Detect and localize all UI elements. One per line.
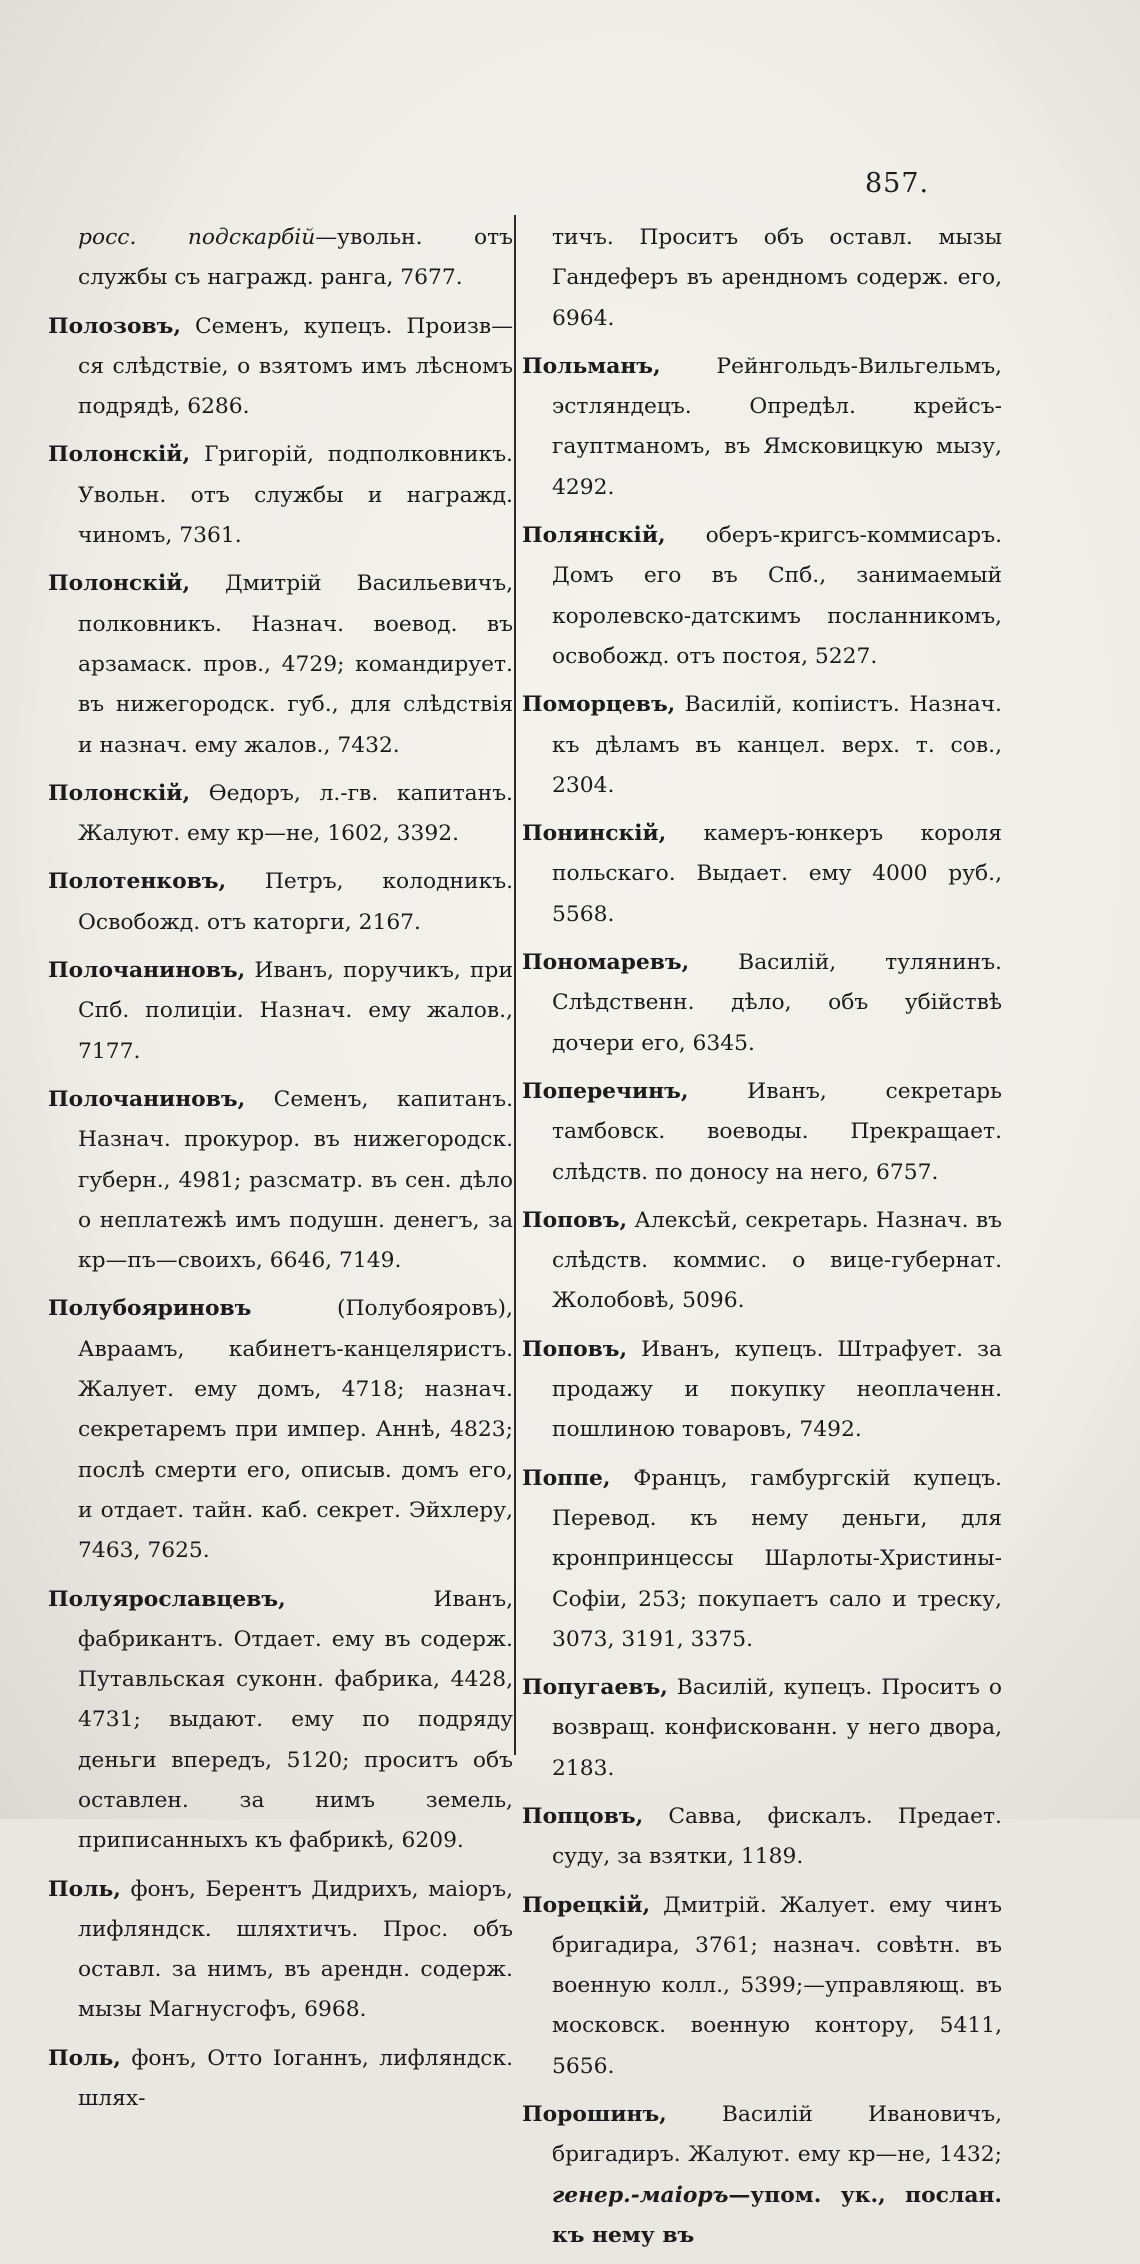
entry-text: Семенъ, купецъ. Произв—ся слѣдствіе, о взятомъ имъ лѣсномъ подрядѣ, 6286.	[78, 313, 513, 420]
index-entry	[48, 2039, 513, 2120]
entry-text: тичъ. Проситъ объ оставл. мызы Гандеферъ въ арендномъ содерж. его, 6964.	[552, 225, 1002, 331]
entry-headword: Поморцевъ,	[522, 692, 676, 718]
index-entry	[48, 1080, 513, 1281]
entry-text: камеръ-юнкеръ короля польскаго. Выдает. ему 4000 руб., 5568.	[552, 821, 1002, 927]
index-entry	[48, 1870, 513, 2031]
index-entry	[48, 951, 513, 1072]
column-divider	[514, 215, 516, 1755]
entry-text: Василій Ивановичъ, бригадиръ. Жалуют. ему кр—не, 1432;	[552, 2102, 1002, 2168]
index-entry	[522, 1886, 1002, 2087]
entry-headword: Полуярославцевъ,	[48, 1586, 286, 1612]
entry-headword: Полонскій,	[48, 571, 191, 597]
entry-text-tail: —увольн. отъ службы съ награжд. ранга, 7677.	[78, 225, 513, 291]
index-entry	[522, 1797, 1002, 1878]
entry-headword: Полянскій,	[522, 523, 666, 549]
entry-text: Савва, фискалъ. Предает. суду, за взятки, 1189.	[552, 1803, 1002, 1870]
index-entry	[48, 1289, 513, 1571]
index-entry	[48, 435, 513, 556]
entry-text: Иванъ, фабрикантъ. Отдает. ему въ содерж. Путавльская суконн. фабрика, 4428, 4731; выдают. ему по подряду деньги впередъ, 5120; проситъ объ оставлен. за нимъ земель, приписанныхъ къ фабрикѣ, 6209.	[78, 1586, 513, 1854]
entry-headword: Попугаевъ,	[522, 1675, 668, 1701]
right-column	[522, 218, 1002, 2264]
entry-headword: Порецкій,	[522, 1892, 651, 1918]
entry-headword: Поль,	[48, 2045, 121, 2071]
index-entry	[522, 943, 1002, 1064]
entry-text: Дмитрій Васильевичъ, полковникъ. Назнач. воевод. въ арзамаск. пров., 4729; командирует. въ нижегородск. губ., для слѣдствія и назнач. ему жалов., 7432.	[78, 571, 513, 758]
index-entry	[522, 1201, 1002, 1322]
index-entry	[522, 2095, 1002, 2256]
entry-text: Өедоръ, л.-гв. капитанъ. Жалуют. ему кр—не, 1602, 3392.	[78, 780, 513, 847]
entry-text: Рейнгольдъ-Вильгельмъ, эстляндецъ. Опредѣл. крейсъ-гауптманомъ, въ Ямсковицкую мызу, 4292.	[552, 353, 1002, 500]
entry-headword: Поперечинъ,	[522, 1078, 689, 1104]
entry-text: Иванъ, поручикъ, при Спб. полиціи. Назнач. ему жалов., 7177.	[78, 958, 513, 1064]
entry-text: (Полубояровъ), Авраамъ, кабинетъ-канцеляристъ. Жалует. ему домъ, 4718; назнач. секретаремъ при импер. Аннѣ, 4823; послѣ смерти его, описыв. домъ его, и отдает. тайн. каб. секрет. Эйхлеру, 7463, 7625.	[78, 1296, 513, 1564]
entry-text: Францъ, гамбургскій купецъ. Перевод. къ нему деньги, для кронпринцессы Шарлоты-Христины-Софіи, 253; покупаетъ сало и треску, 3073, 3191, 3375.	[552, 1465, 1002, 1652]
index-entry	[48, 774, 513, 855]
index-entry	[522, 1668, 1002, 1789]
index-entry	[48, 307, 513, 428]
page-number: 857.	[865, 168, 930, 199]
entry-headword: Полочаниновъ,	[48, 958, 246, 984]
entry-headword: Порошинъ,	[522, 2102, 667, 2128]
index-entry	[522, 1072, 1002, 1193]
entry-text: Алексѣй, секретарь. Назнач. въ слѣдств. коммис. о вице-губернат. Жолобовѣ, 5096.	[552, 1207, 1002, 1314]
entry-headword: Понинскій,	[522, 821, 667, 847]
entry-text: фонъ, Отто Іоганнъ, лифляндск. шлях-	[78, 2045, 513, 2112]
entry-text: Дмитрій. Жалует. ему чинъ бригадира, 3761; назнач. совѣтн. въ военную колл., 5399;—управляющ. въ московск. военную контору, 5411, 5656.	[552, 1892, 1002, 2079]
entry-text-tail: —упом. ук., послан. къ нему въ	[552, 2182, 1002, 2248]
index-entry	[522, 685, 1002, 806]
entry-italic-tail: генер.-маіоръ	[552, 2182, 729, 2208]
index-entry	[522, 814, 1002, 935]
entry-headword: Полочаниновъ,	[48, 1086, 246, 1112]
entry-text: Иванъ, купецъ. Штрафует. за продажу и покупку неоплаченн. пошлиною товаровъ, 7492.	[552, 1336, 1002, 1443]
entry-headword: Полозовъ,	[48, 313, 181, 339]
entry-headword: Поповъ,	[522, 1336, 628, 1362]
index-entry	[522, 1459, 1002, 1660]
index-entry	[48, 1580, 513, 1862]
entry-headword: Полонскій,	[48, 442, 191, 468]
entry-text: Григорій, подполковникъ. Увольн. отъ службы и награжд. чиномъ, 7361.	[78, 442, 513, 549]
entry-text: Василій, купецъ. Проситъ о возвращ. конфискованн. у него двора, 2183.	[552, 1675, 1002, 1781]
entry-italic-lead: росс. подскарбій	[78, 225, 316, 250]
entry-text: Василій, копіистъ. Назнач. къ дѣламъ въ канцел. верх. т. сов., 2304.	[552, 692, 1002, 798]
entry-text: Василій, тулянинъ. Слѣдственн. дѣло, объ убійствѣ дочери его, 6345.	[552, 950, 1002, 1056]
entry-headword: Поппе,	[522, 1465, 611, 1491]
entry-headword: Поль,	[48, 1876, 121, 1902]
entry-headword: Поповъ,	[522, 1207, 628, 1233]
entry-headword: Пономаревъ,	[522, 950, 690, 976]
index-entry	[48, 564, 513, 765]
index-entry	[522, 516, 1002, 677]
entry-headword: Полонскій,	[48, 780, 191, 806]
index-entry	[48, 862, 513, 943]
index-entry	[522, 347, 1002, 508]
index-entry	[522, 1330, 1002, 1451]
index-entry	[48, 218, 513, 299]
entry-text: Иванъ, секретарь тамбовск. воеводы. Прекращает. слѣдств. по доносу на него, 6757.	[552, 1078, 1002, 1185]
entry-headword: Попцовъ,	[522, 1803, 644, 1829]
entry-text: Семенъ, капитанъ. Назнач. прокурор. въ нижегородск. губерн., 4981; разсматр. въ сен. дѣло о неплатежѣ имъ подушн. денегъ, за кр—пъ—своихъ, 6646, 7149.	[78, 1086, 513, 1274]
entry-headword: Польманъ,	[522, 353, 661, 379]
entry-headword: Полотенковъ,	[48, 869, 227, 895]
entry-text: оберъ-кригсъ-коммисаръ. Домъ его въ Спб., занимаемый королевско-датскимъ посланникомъ, освобожд. отъ постоя, 5227.	[552, 523, 1002, 669]
entry-text: фонъ, Берентъ Дидрихъ, маіоръ, лифляндск. шляхтичъ. Прос. объ оставл. за нимъ, въ арендн. содерж. мызы Магнусгофъ, 6968.	[78, 1876, 513, 2023]
left-column	[48, 218, 513, 2127]
entry-text: Петръ, колодникъ. Освобожд. отъ каторги, 2167.	[78, 869, 513, 935]
index-entry	[522, 218, 1002, 339]
entry-headword: Полубояриновъ	[48, 1296, 252, 1322]
